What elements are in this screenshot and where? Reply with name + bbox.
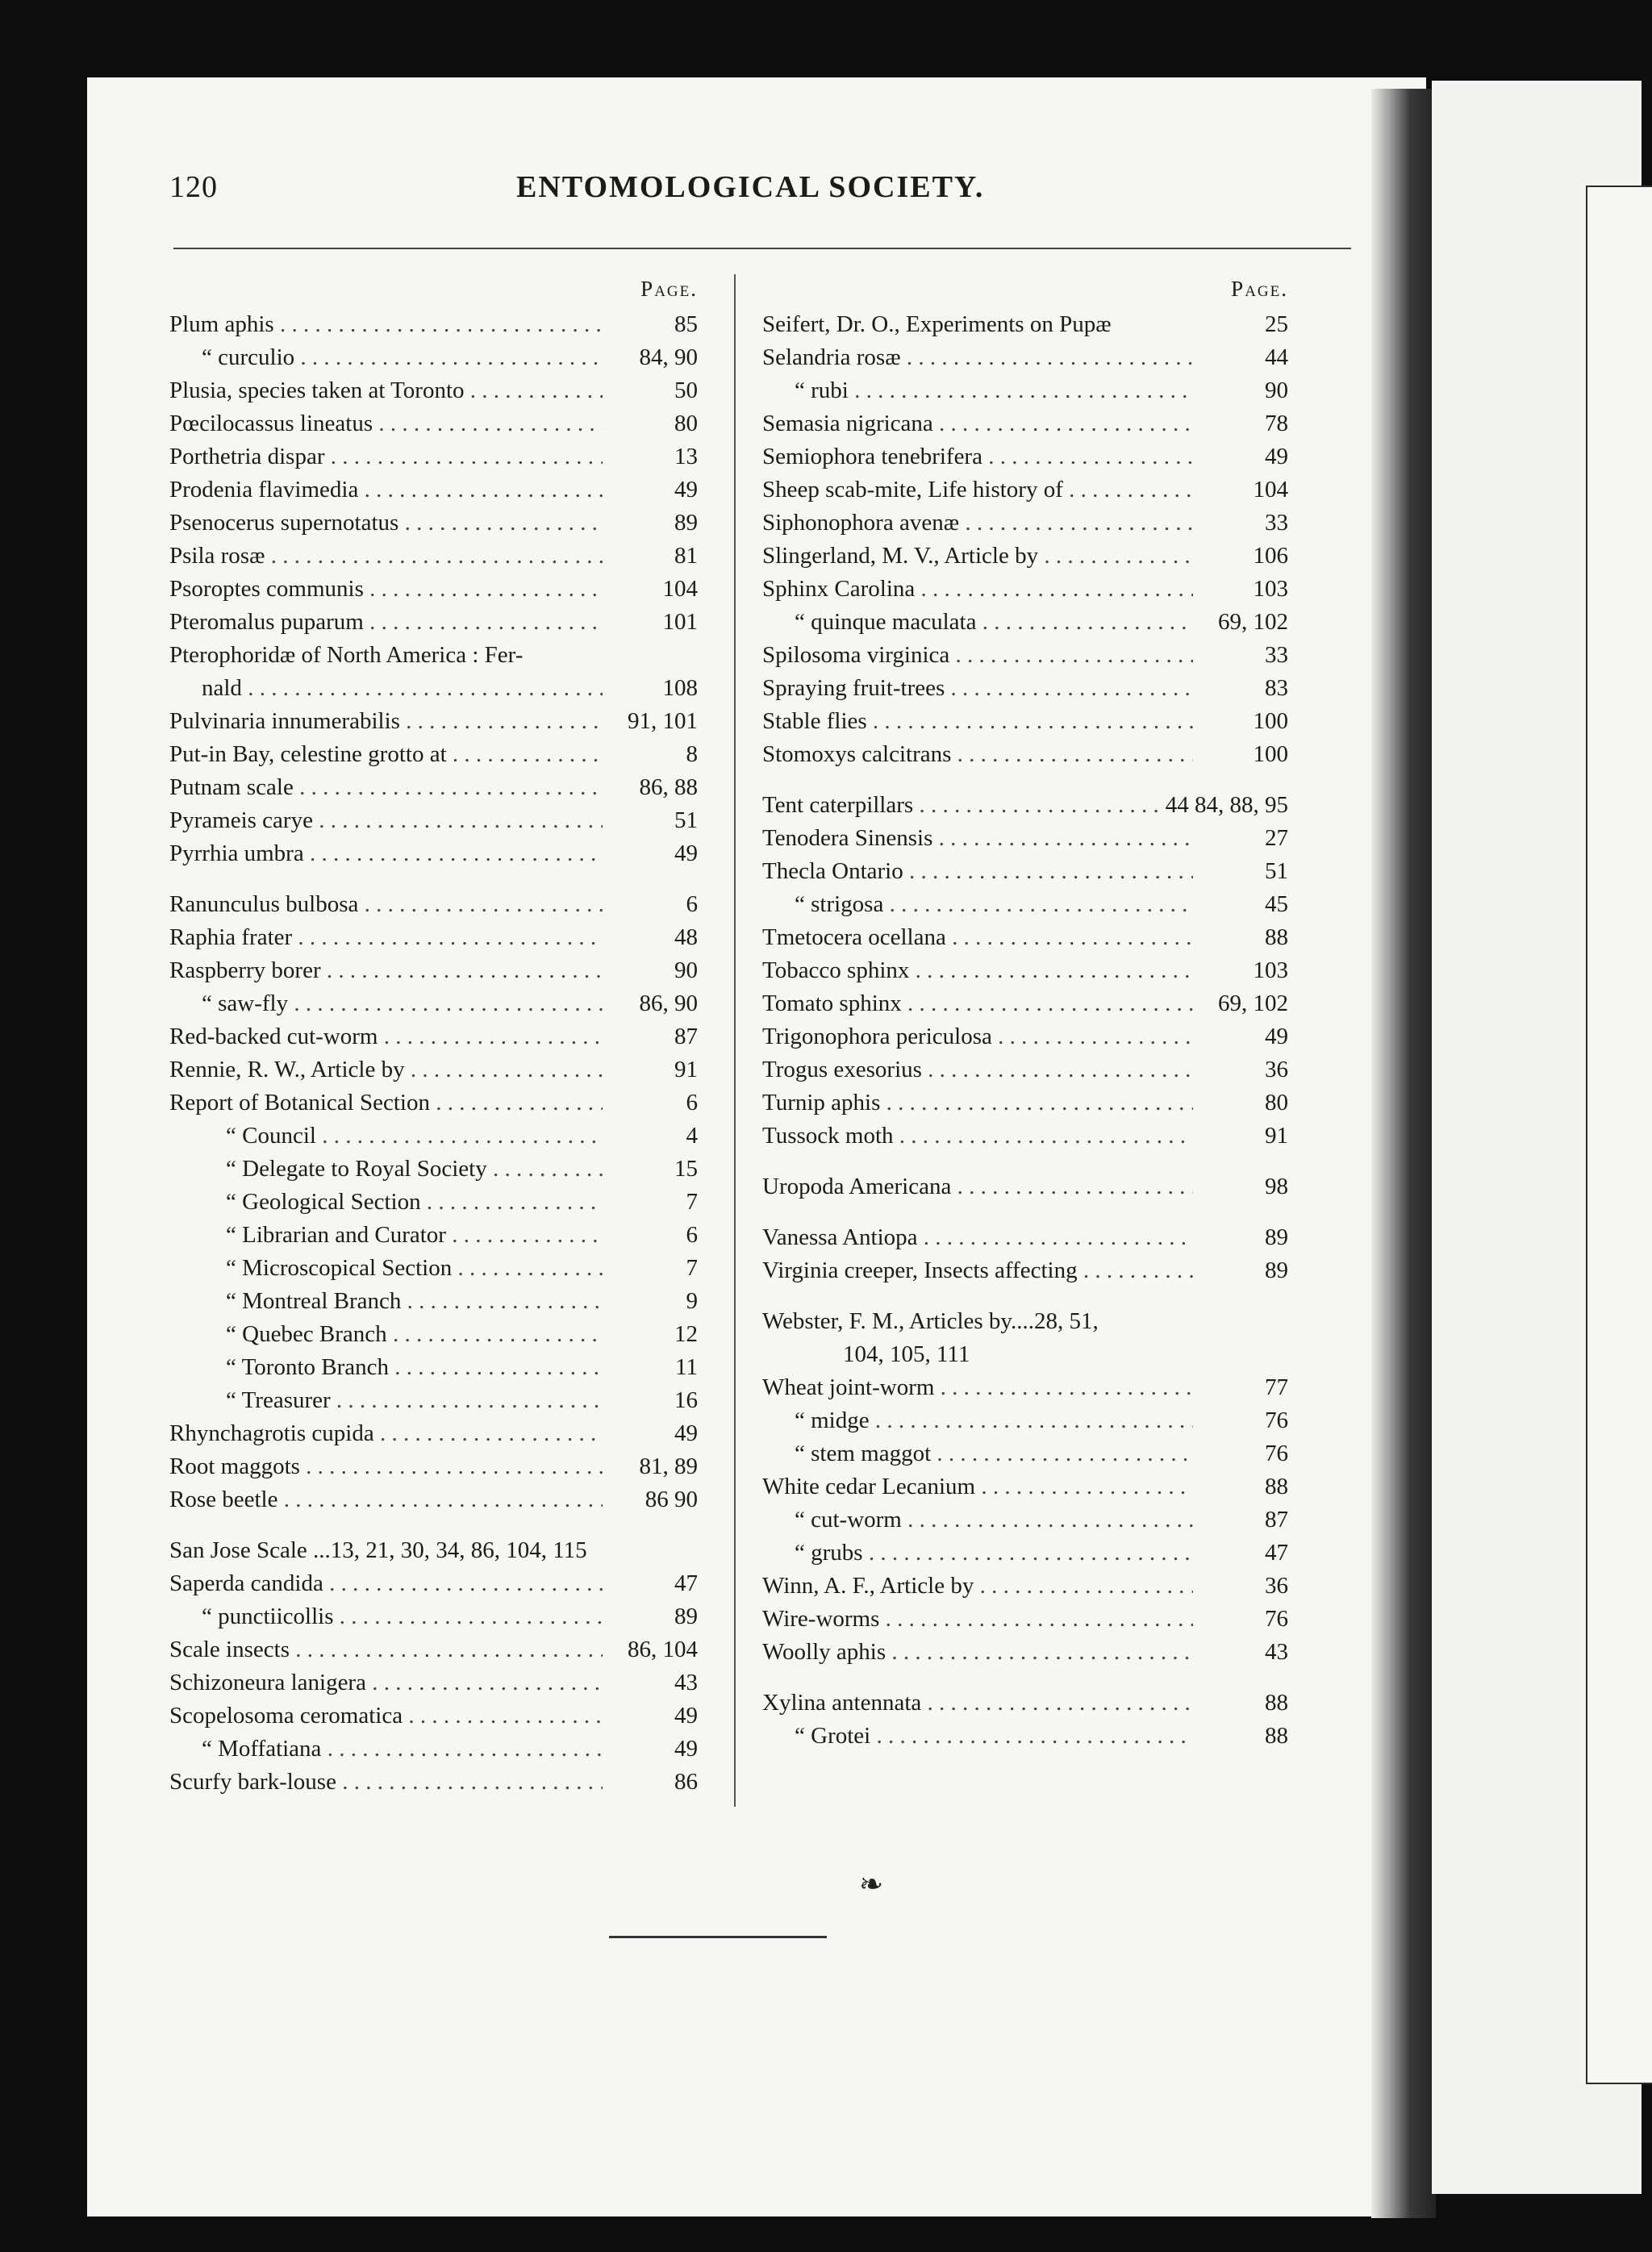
index-entry — [762, 540, 1288, 573]
index-entry-label: Tmetocera ocellana . . . — [762, 921, 1193, 954]
index-entry — [169, 1020, 698, 1053]
index-entry-label: Woolly aphis . . . — [762, 1636, 1193, 1669]
index-entry — [169, 1351, 698, 1384]
page-column-label: Page. — [640, 277, 698, 301]
index-entry — [169, 1699, 698, 1733]
index-entry-label: Webster, F. M., Articles by....28, 51, — [762, 1308, 1099, 1334]
index-entry-page: 76 — [1260, 1437, 1288, 1470]
index-entry-page: 49 — [670, 1699, 698, 1733]
index-entry-label: “ Quebec Branch . . . — [169, 1318, 603, 1351]
index-entry — [169, 672, 698, 705]
index-entry-label: “ Montreal Branch . . . — [169, 1285, 603, 1318]
index-entry-label: Pœcilocassus lineatus . . . — [169, 407, 603, 440]
index-entry — [169, 1633, 698, 1666]
index-entry — [169, 771, 698, 804]
index-entry-page: 91 — [670, 1053, 698, 1086]
index-entry — [169, 507, 698, 540]
index-entry — [169, 987, 698, 1020]
index-entry-page: 100 — [1249, 705, 1289, 738]
index-entry-label: “ curculio . . . — [169, 341, 603, 374]
index-entry — [169, 407, 698, 440]
index-entry — [762, 789, 1288, 822]
index-entry-label: “ Council . . . — [169, 1120, 603, 1153]
index-entry — [762, 1120, 1288, 1153]
index-entry-page: 87 — [1260, 1503, 1288, 1537]
index-entry-label: Wire-worms . . . — [762, 1603, 1193, 1636]
index-entry — [169, 1053, 698, 1086]
index-entry-label: “ saw-fly . . . — [169, 987, 603, 1020]
index-entry-label: Scale insects . . . — [169, 1633, 603, 1666]
index-entry — [762, 1020, 1288, 1053]
index-entry-label: Ranunculus bulbosa . . . — [169, 888, 603, 921]
index-entry — [762, 672, 1288, 705]
index-entry-page: 43 — [670, 1666, 698, 1699]
index-entry-page: 49 — [1260, 1020, 1288, 1053]
index-entry — [169, 954, 698, 987]
index-entry — [762, 507, 1288, 540]
index-entry — [762, 1254, 1288, 1287]
index-entry-label: Pyrameis carye . . . — [169, 804, 603, 837]
index-entry-page: 78 — [1260, 407, 1288, 440]
index-entry — [762, 1636, 1288, 1669]
index-entry — [762, 738, 1288, 771]
index-entry-page: 6 — [682, 1086, 699, 1120]
index-entry-page: 100 — [1249, 738, 1289, 771]
index-entry-page: 86 90 — [640, 1483, 698, 1516]
index-entry-page: 44 — [1260, 341, 1288, 374]
index-entry-page: 84, 90 — [635, 341, 699, 374]
index-entry — [762, 1305, 1288, 1338]
index-entry-label: Pyrrhia umbra . . . — [169, 837, 603, 870]
index-entry-label: Prodenia flavimedia . . . — [169, 473, 603, 507]
index-entry-page: 89 — [1260, 1254, 1288, 1287]
index-entry-label: “ Toronto Branch . . . — [169, 1351, 603, 1384]
index-entry — [762, 954, 1288, 987]
index-entry-label: Slingerland, M. V., Article by . . . — [762, 540, 1193, 573]
index-entry-page: 103 — [1249, 954, 1289, 987]
index-entry-page: 80 — [1260, 1086, 1288, 1120]
header-rule — [173, 248, 1351, 249]
index-entry — [762, 855, 1288, 888]
index-entry-page: 81 — [670, 540, 698, 573]
index-entry-label: Turnip aphis . . . — [762, 1086, 1193, 1120]
index-entry-page: 106 — [1249, 540, 1289, 573]
index-entry — [762, 822, 1288, 855]
index-entry — [169, 1086, 698, 1120]
ink-blot-mark: ❧ — [859, 1868, 884, 1900]
index-entry-label: “ Microscopical Section . . . — [169, 1252, 603, 1285]
index-entry-label: Root maggots . . . — [169, 1450, 603, 1483]
index-entry-label: Seifert, Dr. O., Experiments on Pupæ — [762, 311, 1112, 337]
index-entry-label: Tent caterpillars . . . — [762, 789, 1193, 822]
index-entry — [169, 1666, 698, 1699]
index-entry — [169, 1567, 698, 1600]
index-entry-label: Scurfy bark-louse . . . — [169, 1766, 603, 1799]
index-entry-label: Siphonophora avenæ . . . — [762, 507, 1193, 540]
index-entry-label: White cedar Lecanium . . . — [762, 1470, 1193, 1503]
index-entry-page: 16 — [670, 1384, 698, 1417]
index-entry-page: 101 — [658, 606, 699, 639]
index-entry-page: 87 — [670, 1020, 698, 1053]
index-entry — [169, 341, 698, 374]
index-entry-label: Uropoda Americana . . . — [762, 1170, 1193, 1203]
index-entry-label: “ Grotei . . . — [762, 1720, 1193, 1753]
index-entry-page: 48 — [670, 921, 698, 954]
index-entry-label: Scopelosoma ceromatica . . . — [169, 1699, 603, 1733]
index-entry-label: “ Moffatiana . . . — [169, 1733, 603, 1766]
index-entry — [762, 374, 1288, 407]
index-entry — [762, 1503, 1288, 1537]
index-entry-page: 33 — [1260, 639, 1288, 672]
index-entry-page: 15 — [670, 1153, 698, 1186]
index-entry — [169, 1733, 698, 1766]
index-entry-label: Rhynchagrotis cupida . . . — [169, 1417, 603, 1450]
index-entry-page: 89 — [670, 1600, 698, 1633]
index-entry — [169, 606, 698, 639]
index-entry-label: Pteromalus puparum . . . — [169, 606, 603, 639]
index-entry-page: 76 — [1260, 1404, 1288, 1437]
index-list-right — [762, 308, 1288, 1753]
index-entry-page: 77 — [1260, 1371, 1288, 1404]
index-entry-page: 81, 89 — [635, 1450, 699, 1483]
index-entry — [762, 1221, 1288, 1254]
index-entry-label: “ midge . . . — [762, 1404, 1193, 1437]
index-entry — [169, 1219, 698, 1252]
index-entry — [169, 440, 698, 473]
index-entry-label: Tussock moth . . . — [762, 1120, 1193, 1153]
index-entry-label: Vanessa Antiopa . . . — [762, 1221, 1193, 1254]
index-entry-label: Psoroptes communis . . . — [169, 573, 603, 606]
index-entry-page: 88 — [1260, 1470, 1288, 1503]
index-entry-page: 104 — [1249, 473, 1289, 507]
index-entry-page: 98 — [1260, 1170, 1288, 1203]
index-entry-page: 69, 102 — [1213, 987, 1288, 1020]
index-entry — [169, 1450, 698, 1483]
index-entry — [169, 1534, 698, 1567]
index-entry — [762, 341, 1288, 374]
index-entry-label: Virginia creeper, Insects affecting . . . — [762, 1254, 1193, 1287]
index-entry-page: 33 — [1260, 507, 1288, 540]
index-entry-label: Red-backed cut-worm . . . — [169, 1020, 603, 1053]
index-entry-page: 36 — [1260, 1053, 1288, 1086]
index-entry — [169, 1153, 698, 1186]
index-entry-page: 80 — [670, 407, 698, 440]
index-entry-label: Put-in Bay, celestine grotto at . . . — [169, 738, 603, 771]
index-entry-page: 86 — [670, 1766, 698, 1799]
index-entry-page: 47 — [1260, 1537, 1288, 1570]
index-entry — [762, 606, 1288, 639]
index-entry-label: “ Geological Section . . . — [169, 1186, 603, 1219]
index-entry-page: 13 — [670, 440, 698, 473]
index-entry — [762, 1470, 1288, 1503]
index-entry — [762, 921, 1288, 954]
index-entry-page: 9 — [682, 1285, 699, 1318]
index-entry — [762, 1338, 1288, 1371]
index-entry-label: Xylina antennata . . . — [762, 1687, 1193, 1720]
index-column-left — [169, 274, 698, 1799]
index-entry-label: Stable flies . . . — [762, 705, 1193, 738]
index-entry — [169, 837, 698, 870]
index-entry — [762, 1437, 1288, 1470]
index-entry-label: Rose beetle . . . — [169, 1483, 603, 1516]
index-entry-page: 88 — [1260, 1720, 1288, 1753]
index-entry — [169, 1600, 698, 1633]
index-entry-page: 6 — [682, 1219, 699, 1252]
index-entry-page: 103 — [1249, 573, 1289, 606]
index-entry-page: 50 — [670, 374, 698, 407]
page-column-label: Page. — [1231, 277, 1288, 301]
index-entry-page: 91, 101 — [623, 705, 698, 738]
index-entry-page: 86, 104 — [623, 1633, 698, 1666]
index-entry — [762, 1053, 1288, 1086]
index-entry-page: 88 — [1260, 1687, 1288, 1720]
index-entry-label: Thecla Ontario . . . — [762, 855, 1193, 888]
index-entry — [169, 804, 698, 837]
index-entry-label: Psila rosæ . . . — [169, 540, 603, 573]
index-entry-page: 49 — [670, 837, 698, 870]
index-entry — [762, 1720, 1288, 1753]
index-entry-label: Saperda candida . . . — [169, 1567, 603, 1600]
index-entry — [762, 1570, 1288, 1603]
index-entry — [762, 1170, 1288, 1203]
index-entry-page: 89 — [670, 507, 698, 540]
index-entry — [169, 705, 698, 738]
index-entry-label: Plum aphis . . . — [169, 308, 603, 341]
index-entry-page: 7 — [682, 1186, 699, 1219]
index-entry-label: Sheep scab-mite, Life history of . . . — [762, 473, 1193, 507]
index-entry-label: Putnam scale . . . — [169, 771, 603, 804]
index-entry — [762, 308, 1288, 341]
facing-page-frame — [1586, 186, 1652, 2084]
index-entry — [762, 1404, 1288, 1437]
running-head: ENTOMOLOGICAL SOCIETY. — [516, 170, 985, 204]
index-entry-label: Spraying fruit-trees . . . — [762, 672, 1193, 705]
index-entry-page: 83 — [1260, 672, 1288, 705]
index-entry-page: 4 — [682, 1120, 699, 1153]
index-entry-label: Pterophoridæ of North America : Fer- — [169, 642, 524, 668]
index-entry-page: 76 — [1260, 1603, 1288, 1636]
footer-rule — [609, 1936, 827, 1938]
index-entry-page: 49 — [670, 1417, 698, 1450]
index-entry — [762, 987, 1288, 1020]
column-divider — [734, 274, 736, 1807]
index-entry — [169, 1252, 698, 1285]
index-entry-page: 11 — [670, 1351, 698, 1384]
index-entry — [169, 888, 698, 921]
index-entry-page: 86, 88 — [635, 771, 699, 804]
index-entry-label: Sphinx Carolina . . . — [762, 573, 1193, 606]
index-entry — [169, 573, 698, 606]
index-entry-label: “ rubi . . . — [762, 374, 1193, 407]
index-entry — [762, 1086, 1288, 1120]
index-entry-label: Psenocerus supernotatus . . . — [169, 507, 603, 540]
index-entry-label: Rennie, R. W., Article by . . . — [169, 1053, 603, 1086]
index-entry — [169, 639, 698, 672]
index-entry-label: Pulvinaria innumerabilis . . . — [169, 705, 603, 738]
index-entry — [169, 1384, 698, 1417]
index-entry-label: Stomoxys calcitrans . . . — [762, 738, 1193, 771]
index-entry-page: 104 — [658, 573, 699, 606]
index-entry-page: 27 — [1260, 822, 1288, 855]
index-entry-page: 91 — [1260, 1120, 1288, 1153]
index-column-right — [762, 274, 1288, 1753]
index-entry — [169, 1120, 698, 1153]
index-entry — [169, 540, 698, 573]
index-entry — [762, 1687, 1288, 1720]
index-entry-page: 49 — [670, 1733, 698, 1766]
index-entry-label: “ stem maggot . . . — [762, 1437, 1193, 1470]
index-entry — [169, 921, 698, 954]
book-gutter-shadow — [1371, 89, 1436, 2218]
index-entry-label: Tobacco sphinx . . . — [762, 954, 1193, 987]
index-entry-label: “ punctiicollis . . . — [169, 1600, 603, 1633]
index-entry-label: Porthetria dispar . . . — [169, 440, 603, 473]
index-entry-label: “ cut-worm . . . — [762, 1503, 1193, 1537]
index-entry — [762, 407, 1288, 440]
index-entry-label: “ strigosa . . . — [762, 888, 1193, 921]
index-entry-page: 69, 102 — [1213, 606, 1288, 639]
index-entry — [169, 1186, 698, 1219]
page-number: 120 — [169, 170, 218, 204]
index-entry — [169, 1417, 698, 1450]
index-entry-label: Winn, A. F., Article by . . . — [762, 1570, 1193, 1603]
index-entry-page: 44 84, 88, 95 — [1161, 789, 1288, 822]
page-header — [169, 169, 1652, 218]
index-entry-page: 25 — [1260, 308, 1288, 341]
index-entry — [169, 473, 698, 507]
index-entry-page: 8 — [682, 738, 699, 771]
index-entry — [762, 639, 1288, 672]
index-entry — [762, 440, 1288, 473]
index-entry-page: 12 — [670, 1318, 698, 1351]
index-entry-label: “ Librarian and Curator . . . — [169, 1219, 603, 1252]
index-entry-page: 85 — [670, 308, 698, 341]
index-entry-page: 7 — [682, 1252, 699, 1285]
index-entry-page: 49 — [1260, 440, 1288, 473]
index-entry — [762, 1371, 1288, 1404]
index-entry-label: “ quinque maculata . . . — [762, 606, 1193, 639]
index-entry-page: 90 — [670, 954, 698, 987]
index-entry-label: Raphia frater . . . — [169, 921, 603, 954]
index-entry — [762, 1537, 1288, 1570]
index-entry-label: Semiophora tenebrifera . . . — [762, 440, 1193, 473]
index-entry-label: San Jose Scale ...13, 21, 30, 34, 86, 104, 115 — [169, 1537, 587, 1563]
index-entry-label: Plusia, species taken at Toronto . . . — [169, 374, 603, 407]
index-entry-label: Report of Botanical Section . . . — [169, 1086, 603, 1120]
index-entry — [169, 1483, 698, 1516]
index-entry-label: 104, 105, 111 — [843, 1341, 970, 1367]
index-entry — [169, 1318, 698, 1351]
index-entry-label: Trogus exesorius . . . — [762, 1053, 1193, 1086]
index-entry-label: Semasia nigricana . . . — [762, 407, 1193, 440]
index-entry-label: “ Treasurer . . . — [169, 1384, 603, 1417]
index-entry — [169, 1285, 698, 1318]
index-entry-page: 90 — [1260, 374, 1288, 407]
index-entry-label: Schizoneura lanigera . . . — [169, 1666, 603, 1699]
index-entry-page: 51 — [670, 804, 698, 837]
index-entry-label: nald . . . — [169, 672, 603, 705]
index-entry-label: Raspberry borer . . . — [169, 954, 603, 987]
index-entry-label: “ Delegate to Royal Society . . . — [169, 1153, 603, 1186]
index-entry-label: Trigonophora periculosa . . . — [762, 1020, 1193, 1053]
index-entry-page: 43 — [1260, 1636, 1288, 1669]
index-entry — [169, 308, 698, 341]
index-entry-page: 51 — [1260, 855, 1288, 888]
index-entry-label: Tomato sphinx . . . — [762, 987, 1193, 1020]
index-entry-page: 86, 90 — [635, 987, 699, 1020]
index-list-left — [169, 308, 698, 1799]
index-entry — [169, 1766, 698, 1799]
index-entry-page: 89 — [1260, 1221, 1288, 1254]
index-entry — [762, 1603, 1288, 1636]
index-entry — [762, 705, 1288, 738]
index-entry-label: “ grubs . . . — [762, 1537, 1193, 1570]
index-entry — [762, 888, 1288, 921]
index-entry-page: 45 — [1260, 888, 1288, 921]
index-entry — [762, 573, 1288, 606]
index-entry — [762, 473, 1288, 507]
index-entry-page: 47 — [670, 1567, 698, 1600]
index-entry-page: 88 — [1260, 921, 1288, 954]
index-entry-page: 108 — [658, 672, 699, 705]
index-entry-label: Selandria rosæ . . . — [762, 341, 1193, 374]
index-entry — [169, 374, 698, 407]
index-entry-label: Spilosoma virginica . . . — [762, 639, 1193, 672]
index-entry-page: 49 — [670, 473, 698, 507]
index-entry-label: Tenodera Sinensis . . . — [762, 822, 1193, 855]
index-entry — [169, 738, 698, 771]
index-entry-page: 36 — [1260, 1570, 1288, 1603]
index-entry-label: Wheat joint-worm . . . — [762, 1371, 1193, 1404]
index-entry-page: 6 — [682, 888, 699, 921]
